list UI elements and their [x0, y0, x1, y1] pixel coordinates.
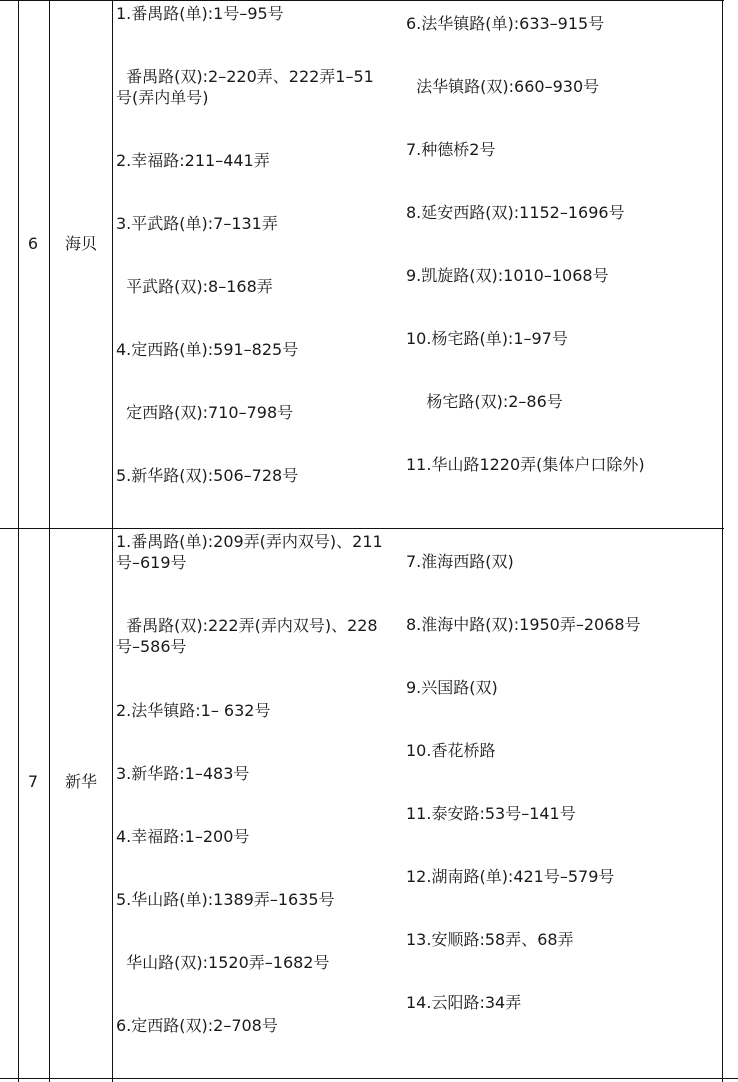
- address-item: 13.安顺路:58弄、68弄: [406, 930, 574, 949]
- address-item: 杨宅路(双):2–86号: [406, 392, 563, 411]
- table-border-top: [0, 0, 724, 1]
- address-item: 8.淮海中路(双):1950弄–2068号: [406, 615, 641, 634]
- address-item: 14.云阳路:34弄: [406, 993, 522, 1012]
- address-item: 5.华山路(单):1389弄–1635号: [116, 890, 335, 909]
- address-item: 3.新华路:1–483号: [116, 764, 250, 783]
- address-item: 5.新华路(双):506–728号: [116, 466, 299, 485]
- address-item: 4.定西路(单):591–825号: [116, 340, 299, 359]
- address-item: 平武路(双):8–168弄: [116, 277, 273, 296]
- address-item: 2.法华镇路:1– 632号: [116, 701, 271, 720]
- column-divider-2: [112, 0, 113, 1082]
- address-item: 11.泰安路:53号–141号: [406, 804, 576, 823]
- row-area-name: 新华: [64, 772, 97, 791]
- table-border-right: [722, 0, 723, 1082]
- address-item: 3.平武路(单):7–131弄: [116, 214, 278, 233]
- table-border-bottom: [0, 1078, 738, 1079]
- row-index: 7: [27, 772, 39, 791]
- address-item: 6.法华镇路(单):633–915号: [406, 14, 605, 33]
- address-item: 定西路(双):710–798号: [116, 403, 294, 422]
- table-border-left: [18, 0, 19, 1082]
- row-divider: [0, 528, 724, 529]
- address-item: 7.种德桥2号: [406, 140, 496, 159]
- address-item: 1.番禺路(单):1号–95号: [116, 4, 284, 23]
- address-item: 番禺路(双):2–220弄、222弄1–51号(弄内单号): [116, 67, 374, 107]
- address-item: 6.定西路(双):2–708号: [116, 1016, 278, 1035]
- address-item: 8.延安西路(双):1152–1696号: [406, 203, 625, 222]
- address-item: 12.湖南路(单):421号–579号: [406, 867, 615, 886]
- row-index: 6: [27, 234, 39, 253]
- address-item: 2.幸福路:211–441弄: [116, 151, 270, 170]
- address-item: 华山路(双):1520弄–1682号: [116, 953, 330, 972]
- address-item: 法华镇路(双):660–930号: [406, 77, 600, 96]
- column-divider-1: [49, 0, 50, 1082]
- address-item: 4.幸福路:1–200号: [116, 827, 250, 846]
- address-item: 10.香花桥路: [406, 741, 496, 760]
- address-item: 7.淮海西路(双): [406, 552, 514, 571]
- address-item: 10.杨宅路(单):1–97号: [406, 329, 568, 348]
- address-item: 9.凯旋路(双):1010–1068号: [406, 266, 609, 285]
- address-item: 11.华山路1220弄(集体户口除外): [406, 455, 645, 474]
- address-item: 1.番禺路(单):209弄(弄内双号)、211号–619号: [116, 532, 383, 572]
- row-area-name: 海贝: [64, 234, 97, 253]
- address-item: 9.兴国路(双): [406, 678, 498, 697]
- address-item: 番禺路(双):222弄(弄内双号)、228号–586号: [116, 616, 378, 656]
